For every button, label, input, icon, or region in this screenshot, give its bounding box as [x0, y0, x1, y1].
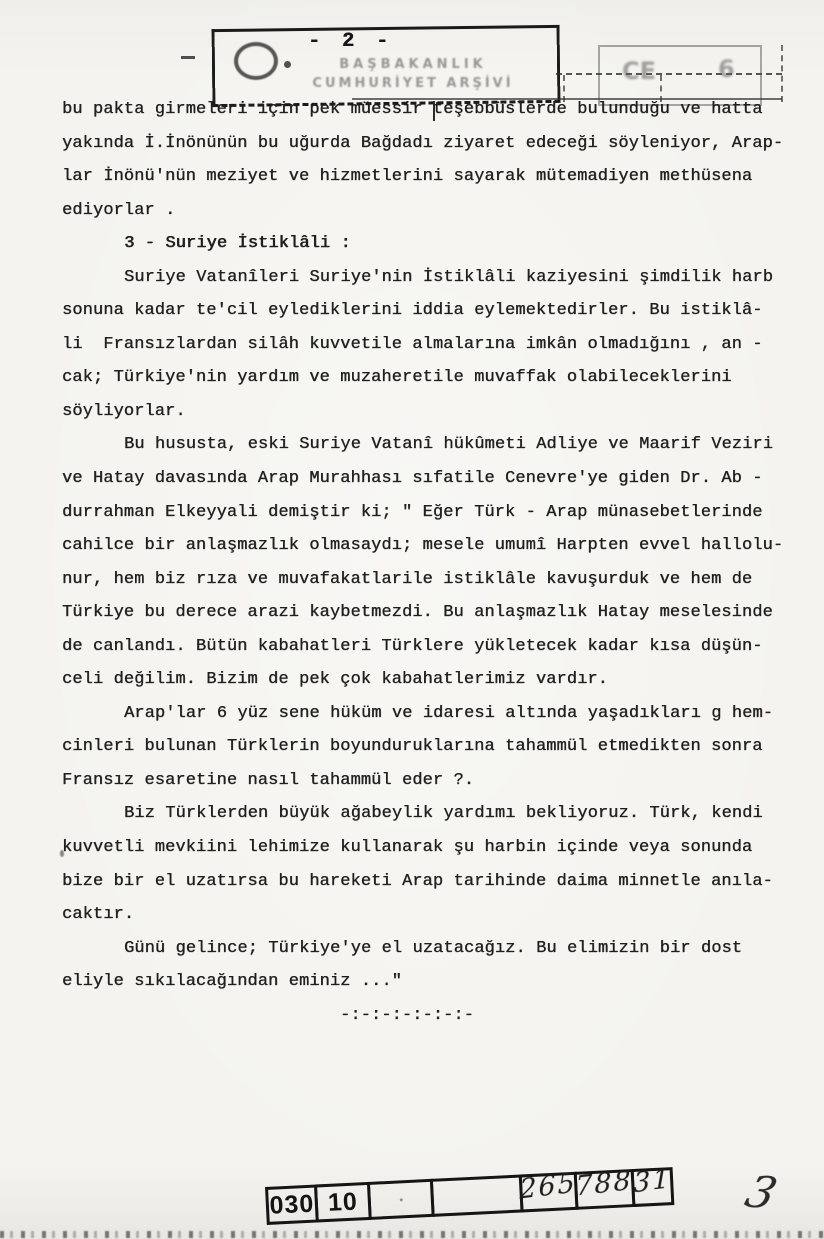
text-line: cahilce bir anlaşmazlık olmasaydı; mesele umumî Harpten evvel hallolu- — [62, 536, 784, 556]
catalog-cell-fond: 030 — [265, 1184, 319, 1224]
catalog-cell-box-number: 265 — [520, 1172, 579, 1213]
text-line: Fransız esaretine nasıl tahammül eder ?. — [62, 770, 475, 790]
text-line: kuvvetli mevkiini lehimize kullanarak şu harbin içinde veya sonunda — [62, 838, 753, 858]
archive-stamp-text-line1: BAŞBAKANLIK — [339, 57, 487, 72]
text-line: söyliyorlar. — [62, 401, 186, 421]
faint-stamp-text-left: CE — [622, 57, 657, 85]
text-line: Bu hususta, eski Suriye Vatanî hükûmeti Adliye ve Maarif Veziri — [124, 435, 774, 455]
text-line: li Fransızlardan silâh kuvvetile almalarına imkân olmadığını , an - — [62, 334, 763, 354]
text-line: eliyle sıkılacağından eminiz ..." — [62, 972, 402, 992]
text-line: Günü gelince; Türkiye'ye el uzatacağız. Bu elimizin bir dost — [124, 938, 743, 958]
text-line: yakında İ.İnönünün bu uğurda Bağdadı ziyaret edeceği söyleniyor, Arap- — [62, 133, 784, 153]
text-line: celi değilim. Bizim de pek çok kabahatlerimiz vardır. — [62, 670, 608, 690]
text-line: nur, hem biz rıza ve muvafakatlarile istiklâle kavuşurduk ve hem de — [62, 569, 753, 589]
catalog-cell-item-number: 31 — [632, 1167, 675, 1207]
catalog-cell-file-number: 788 — [575, 1169, 636, 1210]
text-line: Türkiye bu derece arazi kaybetmezdi. Bu anlaşmazlık Hatay meselesinde — [62, 603, 773, 623]
text-line: durrahman Elkeyyali demiştir ki; " Eğer Türk - Arap münasebetlerinde — [62, 502, 763, 522]
text-line: bu pakta girmeleri için pek müessir teşebbüslerde bulunduğu ve hatta — [62, 100, 763, 119]
handwritten-page-number: 3 — [739, 1167, 783, 1220]
text-line: Arap'lar 6 yüz sene hüküm ve idaresi altında yaşadıkları g hem- — [124, 703, 774, 723]
text-line: sonuna kadar te'cil eylediklerini iddia eylemektedirler. Bu istiklâ- — [62, 301, 763, 321]
text-line: caktır. — [62, 905, 135, 925]
text-line: cinleri bulunan Türklerin boyunduruklarına tahammül etmedikten sonra — [62, 737, 763, 757]
archive-stamp-text-line2: CUMHURİYET ARŞİVİ — [312, 76, 514, 91]
catalog-cell-empty-1 — [368, 1179, 435, 1220]
scan-noise-edge — [0, 1231, 824, 1238]
text-line: Biz Türklerden büyük ağabeylik yardımı bekliyoruz. Türk, kendi — [124, 804, 763, 824]
text-line: Suriye Vatanîleri Suriye'nin İstiklâli kaziyesini şimdilik harb — [124, 267, 774, 287]
section-heading: 3 - Suriye İstiklâli : — [124, 234, 351, 254]
catalog-cell-empty-2 — [431, 1174, 524, 1216]
text-line: lar İnönü'nün meziyet ve hizmetlerini sayarak mütemadiyen methüsena — [62, 167, 753, 187]
text-line: bize bir el uzatırsa bu hareketi Arap tarihinde daima minnetle anıla- — [62, 871, 773, 891]
catalog-stamp-row — [265, 1163, 674, 1225]
text-line: ediyorlar . — [62, 200, 176, 220]
faint-stamp-text-right: 6 — [718, 55, 735, 83]
document-body — [62, 93, 782, 1032]
catalog-cell-series: 10 — [315, 1182, 372, 1223]
text-line: de canlandı. Bütün kabahatleri Türklere yükletecek kadar kısa düşün- — [62, 636, 763, 656]
stamp-circle-mark-icon — [234, 42, 278, 80]
stray-dash-mark — [181, 56, 195, 59]
text-line: cak; Türkiye'nin yardım ve muzaheretile muvaffak olabileceklerini — [62, 368, 732, 388]
page-number-stamp: - 2 - — [308, 30, 394, 53]
text-line: ve Hatay davasında Arap Murahhası sıfatile Cenevre'ye giden Dr. Ab - — [62, 469, 763, 489]
end-separator: -:-:-:-:-:-:- — [340, 1005, 474, 1025]
